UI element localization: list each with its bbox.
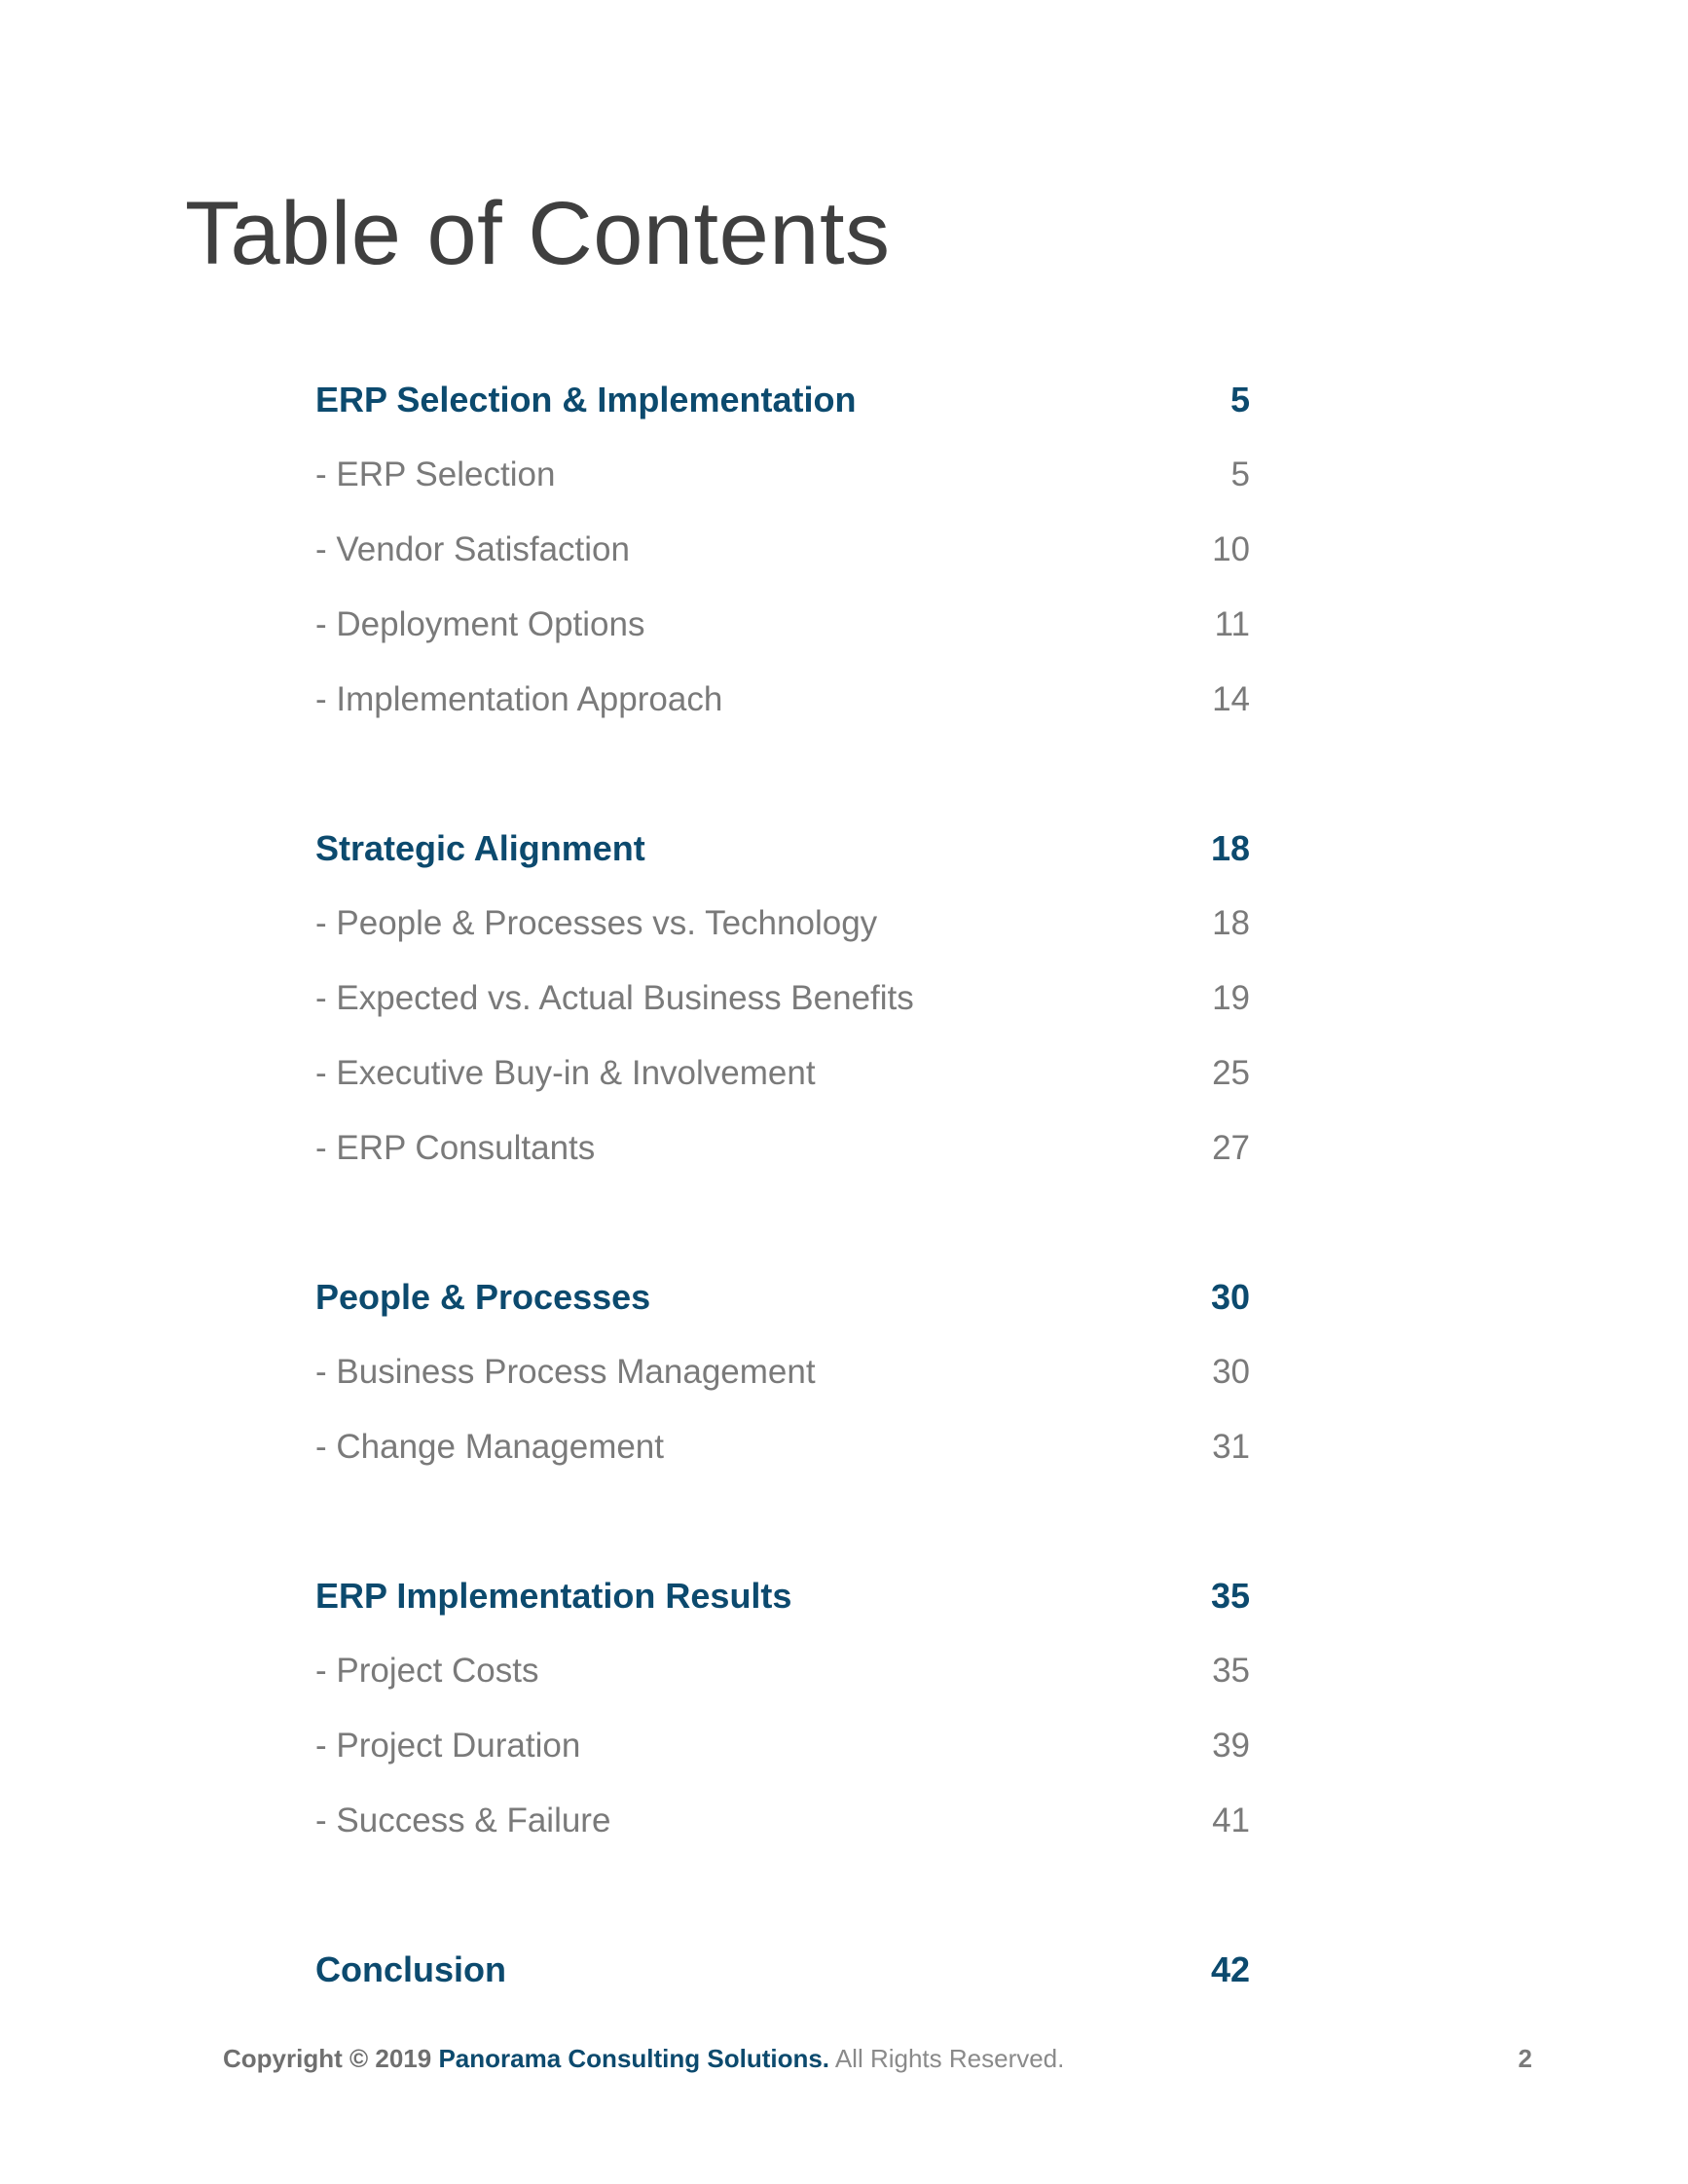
toc-item-page: 30 — [1212, 1352, 1250, 1391]
toc-heading-row[interactable] — [315, 1259, 1250, 1334]
toc-item-label: - Vendor Satisfaction — [315, 529, 630, 568]
toc-heading-page: 42 — [1210, 1948, 1250, 1989]
toc-section-implementation-results — [315, 1558, 1250, 1858]
toc-item-row[interactable] — [315, 1633, 1250, 1708]
footer-page-number: 2 — [1518, 2044, 1532, 2073]
toc-item-page: 5 — [1230, 455, 1250, 493]
toc-item-label: - Executive Buy-in & Involvement — [315, 1053, 816, 1092]
toc-item-label: - Deployment Options — [315, 604, 645, 643]
toc-item-page: 39 — [1212, 1726, 1250, 1765]
toc-item-row[interactable] — [315, 587, 1250, 662]
toc-heading-label: People & Processes — [315, 1276, 651, 1317]
toc-item-page: 41 — [1212, 1801, 1250, 1839]
toc-heading-label: Strategic Alignment — [315, 827, 645, 868]
toc-item-label: - Expected vs. Actual Business Benefits — [315, 978, 914, 1017]
footer — [223, 2044, 1064, 2074]
toc-item-label: - ERP Consultants — [315, 1128, 596, 1167]
toc-heading-row[interactable] — [315, 362, 1250, 437]
toc-item-page: 35 — [1212, 1651, 1250, 1690]
toc-item-row[interactable] — [315, 512, 1250, 587]
toc-item-row[interactable] — [315, 1783, 1250, 1858]
toc-item-row[interactable] — [315, 1036, 1250, 1110]
toc-item-page: 19 — [1212, 978, 1250, 1017]
toc-item-page: 11 — [1214, 604, 1250, 643]
toc-item-row[interactable] — [315, 1334, 1250, 1409]
toc-item-label: - ERP Selection — [315, 455, 556, 493]
toc-section-strategic-alignment — [315, 811, 1250, 1185]
toc-item-page: 10 — [1212, 529, 1250, 568]
toc-item-row[interactable] — [315, 886, 1250, 961]
toc-heading-row[interactable] — [315, 811, 1250, 886]
toc-heading-page: 18 — [1210, 827, 1250, 868]
toc-item-label: - People & Processes vs. Technology — [315, 903, 878, 942]
toc-section-erp-selection — [315, 362, 1250, 737]
toc-item-page: 14 — [1212, 679, 1250, 718]
toc-item-row[interactable] — [315, 1110, 1250, 1185]
toc-heading-page: 35 — [1210, 1575, 1250, 1616]
toc-section-conclusion — [315, 1932, 1250, 2007]
toc-item-row[interactable] — [315, 961, 1250, 1036]
toc-item-row[interactable] — [315, 662, 1250, 737]
toc-heading-label: ERP Implementation Results — [315, 1575, 792, 1616]
footer-rights: All Rights Reserved. — [834, 2044, 1065, 2073]
toc-item-label: - Success & Failure — [315, 1801, 611, 1839]
toc-item-label: - Change Management — [315, 1427, 664, 1466]
toc-item-page: 25 — [1212, 1053, 1250, 1092]
table-of-contents — [315, 362, 1250, 2081]
toc-section-people-processes — [315, 1259, 1250, 1484]
footer-company: Panorama Consulting Solutions. — [438, 2044, 830, 2073]
footer-copyright: Copyright © 2019 — [223, 2044, 432, 2073]
toc-heading-label: Conclusion — [315, 1948, 506, 1989]
toc-heading-row[interactable] — [315, 1932, 1250, 2007]
toc-item-label: - Implementation Approach — [315, 679, 723, 718]
toc-item-page: 18 — [1212, 903, 1250, 942]
toc-item-page: 27 — [1212, 1128, 1250, 1167]
toc-heading-label: ERP Selection & Implementation — [315, 379, 857, 419]
toc-item-label: - Project Costs — [315, 1651, 539, 1690]
toc-item-label: - Business Process Management — [315, 1352, 816, 1391]
toc-heading-row[interactable] — [315, 1558, 1250, 1633]
page-title: Table of Contents — [185, 184, 891, 283]
toc-heading-page: 30 — [1210, 1276, 1250, 1317]
toc-item-row[interactable] — [315, 1409, 1250, 1484]
toc-item-label: - Project Duration — [315, 1726, 581, 1765]
toc-heading-page: 5 — [1229, 379, 1250, 419]
toc-item-page: 31 — [1212, 1427, 1250, 1466]
toc-item-row[interactable] — [315, 1708, 1250, 1783]
toc-item-row[interactable] — [315, 437, 1250, 512]
